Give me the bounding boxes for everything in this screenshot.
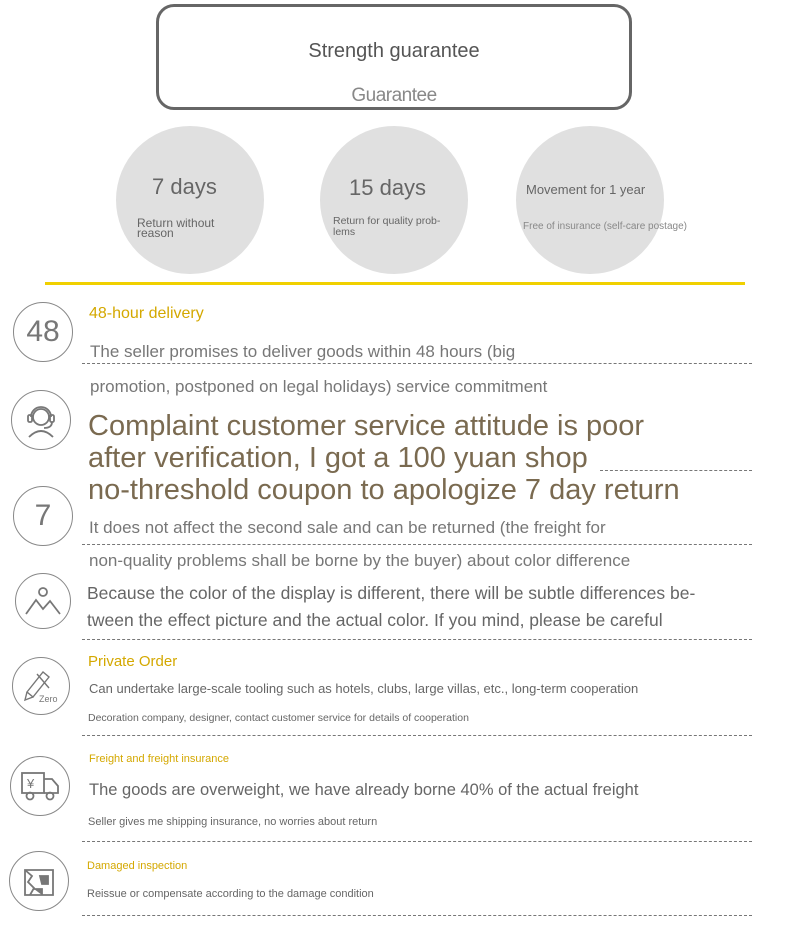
complaint-text: after verification, I got a 100 yuan shop: [88, 442, 588, 474]
customer-service-headset-icon: [11, 390, 71, 450]
delivery-truck-icon: [10, 756, 70, 816]
dashed-divider: [82, 639, 752, 640]
color-text: Because the color of the display is different, there will be subtle differences be-: [87, 583, 696, 603]
badge-sub: Free of insurance (self-care postage): [523, 221, 687, 232]
damaged-title: Damaged inspection: [87, 860, 188, 872]
broken-box-icon: [9, 851, 69, 911]
dashed-divider: [82, 363, 752, 364]
number-7-icon: 7: [13, 486, 73, 546]
badge-sub: reason: [137, 226, 174, 240]
badge-main: Movement for 1 year: [526, 182, 646, 197]
mountain-picture-icon: [15, 573, 71, 629]
return-text: It does not affect the second sale and can be returned (the freight for: [89, 518, 606, 537]
freight-text: The goods are overweight, we have already borne 40% of the actual freight: [89, 781, 639, 799]
header-subtitle: Guarantee: [351, 85, 437, 106]
delivery-text: The seller promises to deliver goods within 48 hours (big: [90, 342, 516, 361]
badge-main: 15 days: [349, 175, 427, 200]
delivery-text: promotion, postponed on legal holidays) service commitment: [90, 377, 548, 396]
badge-main: 7 days: [152, 174, 217, 199]
freight-title: Freight and freight insurance: [89, 753, 230, 765]
guarantee-header-box: [156, 4, 632, 110]
badge-1-year: [516, 126, 687, 274]
badge-7-days: [116, 126, 264, 274]
freight-text: Seller gives me shipping insurance, no worries about return: [88, 816, 378, 828]
svg-text:Zero: Zero: [39, 694, 58, 704]
header-title: Strength guarantee: [308, 40, 480, 62]
dashed-divider: [82, 544, 752, 545]
return-text: non-quality problems shall be borne by the buyer) about color difference: [89, 551, 631, 570]
number-48-icon: 48: [13, 302, 73, 362]
badge-sub: lems: [333, 226, 356, 238]
badge-sub: Return for quality prob-: [333, 215, 441, 227]
dashed-divider: [82, 841, 752, 842]
badge-sub: Return without: [137, 216, 215, 230]
dashed-divider: [82, 735, 752, 736]
private-text: Decoration company, designer, contact customer service for details of cooperation: [88, 712, 469, 724]
complaint-text: Complaint customer service attitude is poor: [88, 410, 645, 442]
complaint-text: no-threshold coupon to apologize 7 day return: [88, 474, 680, 506]
pencil-ruler-zero-icon: [12, 657, 70, 715]
dashed-divider: [600, 470, 752, 471]
delivery-title: 48-hour delivery: [89, 305, 204, 322]
private-text: Can undertake large-scale tooling such as hotels, clubs, large villas, etc., long-term cooperation: [89, 681, 639, 696]
badge-15-days: [320, 126, 468, 274]
svg-text:¥: ¥: [27, 776, 35, 791]
color-text: tween the effect picture and the actual color. If you mind, please be careful: [87, 610, 663, 630]
damaged-text: Reissue or compensate according to the damage condition: [87, 888, 374, 900]
private-title: Private Order: [88, 653, 178, 670]
yellow-divider: [45, 282, 745, 285]
dashed-divider: [82, 915, 752, 916]
